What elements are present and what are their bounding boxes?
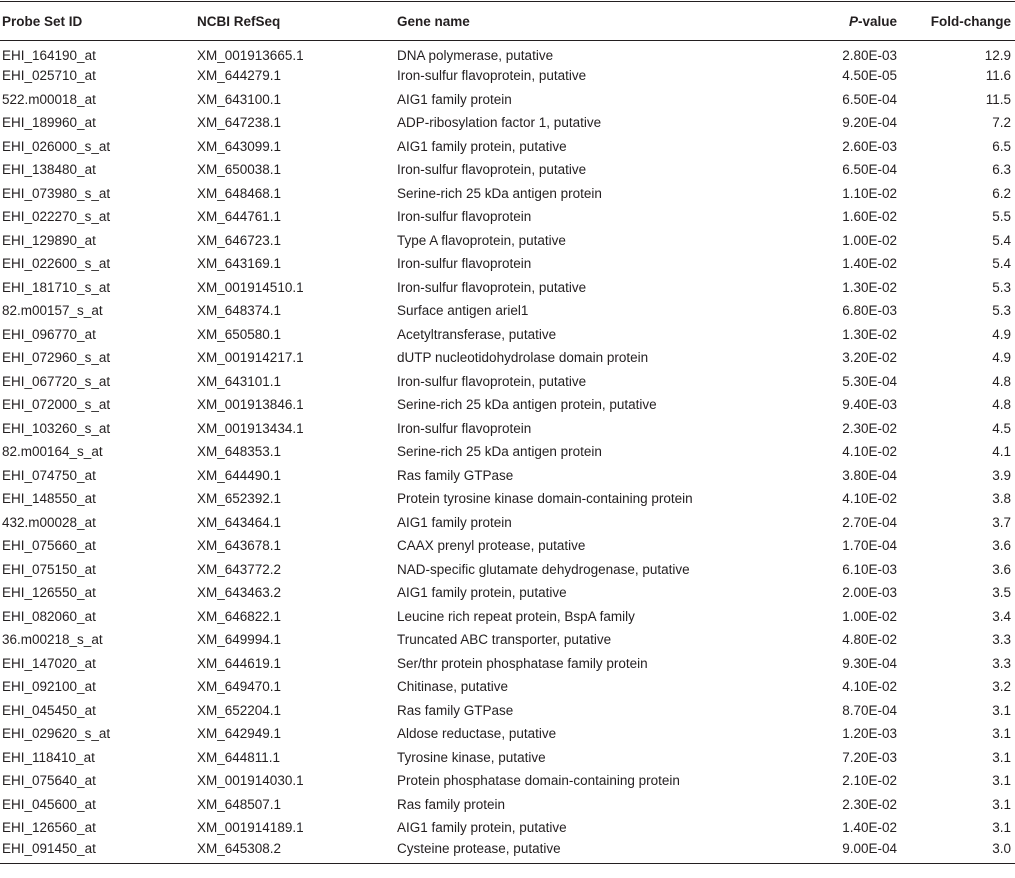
cell-ncbi-refseq: XM_648468.1: [197, 185, 282, 201]
cell-gene-name: Aldose reductase, putative: [397, 726, 557, 742]
cell-ncbi-refseq: XM_001914030.1: [197, 773, 304, 789]
cell-fold-change: 3.3: [992, 655, 1011, 671]
cell-fold-change: 3.1: [992, 749, 1011, 765]
cell-probe-set-id: EHI_138480_at: [2, 162, 96, 178]
cell-ncbi-refseq: XM_643101.1: [197, 373, 282, 389]
cell-p-value: 2.30E-02: [842, 420, 897, 436]
cell-probe-set-id: 36.m00218_s_at: [2, 632, 103, 648]
cell-fold-change: 5.3: [992, 279, 1011, 295]
cell-gene-name: Serine-rich 25 kDa antigen protein, putative: [397, 397, 657, 413]
cell-ncbi-refseq: XM_001913665.1: [197, 48, 304, 63]
cell-ncbi-refseq: XM_001914510.1: [197, 279, 304, 295]
cell-gene-name: AIG1 family protein, putative: [397, 820, 567, 836]
cell-gene-name: Tyrosine kinase, putative: [397, 749, 546, 765]
cell-p-value: 4.10E-02: [842, 491, 897, 507]
cell-probe-set-id: EHI_118410_at: [2, 749, 95, 765]
cell-gene-name: Iron-sulfur flavoprotein, putative: [397, 162, 587, 178]
cell-fold-change: 6.5: [992, 138, 1011, 154]
cell-fold-change: 3.5: [992, 585, 1011, 601]
cell-gene-name: Protein phosphatase domain-containing protein: [397, 773, 680, 789]
cell-gene-name: AIG1 family protein: [397, 91, 512, 107]
cell-fold-change: 5.4: [992, 232, 1011, 248]
cell-probe-set-id: EHI_103260_s_at: [2, 420, 111, 436]
cell-probe-set-id: EHI_026000_s_at: [2, 138, 111, 154]
cell-ncbi-refseq: XM_649994.1: [197, 632, 282, 648]
cell-ncbi-refseq: XM_643099.1: [197, 138, 282, 154]
table-row: [0, 252, 1015, 276]
cell-p-value: 6.50E-04: [842, 91, 897, 107]
cell-p-value: 6.10E-03: [842, 561, 897, 577]
cell-ncbi-refseq: XM_646822.1: [197, 608, 282, 624]
cell-ncbi-refseq: XM_650038.1: [197, 162, 282, 178]
cell-p-value: 6.80E-03: [842, 303, 897, 319]
cell-p-value: 1.20E-03: [842, 726, 897, 742]
cell-p-value: 1.00E-02: [842, 232, 897, 248]
cell-fold-change: 3.1: [992, 820, 1011, 836]
cell-fold-change: 4.1: [992, 444, 1011, 460]
cell-gene-name: ADP-ribosylation factor 1, putative: [397, 115, 602, 131]
cell-p-value: 1.40E-02: [842, 256, 897, 272]
cell-gene-name: Ras family GTPase: [397, 467, 514, 483]
cell-fold-change: 3.6: [992, 561, 1011, 577]
cell-gene-name: AIG1 family protein: [397, 514, 512, 530]
cell-probe-set-id: EHI_075660_at: [2, 538, 96, 554]
table-row: [0, 722, 1015, 746]
cell-p-value: 9.30E-04: [842, 655, 897, 671]
cell-ncbi-refseq: XM_643772.2: [197, 561, 282, 577]
cell-probe-set-id: EHI_022270_s_at: [2, 209, 111, 225]
cell-p-value: 2.30E-02: [842, 796, 897, 812]
cell-p-value: 4.50E-05: [842, 68, 897, 84]
cell-ncbi-refseq: XM_642949.1: [197, 726, 282, 742]
table-header: [0, 2, 1015, 41]
cell-gene-name: Iron-sulfur flavoprotein: [397, 256, 532, 272]
cell-fold-change: 3.1: [992, 702, 1011, 718]
cell-p-value: 1.10E-02: [842, 185, 897, 201]
cell-ncbi-refseq: XM_643463.2: [197, 585, 282, 601]
header-gene-name: Gene name: [397, 13, 470, 29]
table-row: [0, 417, 1015, 441]
cell-ncbi-refseq: XM_649470.1: [197, 679, 282, 695]
table-row: [0, 346, 1015, 370]
cell-ncbi-refseq: XM_643169.1: [197, 256, 282, 272]
cell-ncbi-refseq: XM_643100.1: [197, 91, 282, 107]
cell-gene-name: Cysteine protease, putative: [397, 840, 561, 856]
cell-p-value: 4.80E-02: [842, 632, 897, 648]
table-row: [0, 675, 1015, 699]
table-row: [0, 746, 1015, 770]
cell-gene-name: AIG1 family protein, putative: [397, 585, 567, 601]
cell-probe-set-id: EHI_129890_at: [2, 232, 96, 248]
gene-expression-table: [0, 1, 1015, 864]
table-row: [0, 158, 1015, 182]
cell-probe-set-id: EHI_074750_at: [2, 467, 96, 483]
cell-ncbi-refseq: XM_648507.1: [197, 796, 282, 812]
cell-p-value: 1.40E-02: [842, 820, 897, 836]
cell-p-value: 1.00E-02: [842, 608, 897, 624]
cell-fold-change: 4.5: [992, 420, 1011, 436]
cell-gene-name: Iron-sulfur flavoprotein: [397, 209, 532, 225]
table-row: [0, 652, 1015, 676]
table-row: [0, 581, 1015, 605]
cell-p-value: 6.50E-04: [842, 162, 897, 178]
cell-ncbi-refseq: XM_644619.1: [197, 655, 282, 671]
table-row: [0, 323, 1015, 347]
cell-gene-name: Acetyltransferase, putative: [397, 326, 557, 342]
header-p-value: [765, 2, 905, 41]
cell-ncbi-refseq: XM_650580.1: [197, 326, 282, 342]
header-p-value-suffix: -value: [857, 13, 897, 29]
cell-probe-set-id: EHI_072000_s_at: [2, 397, 111, 413]
cell-fold-change: 12.9: [984, 48, 1011, 63]
cell-gene-name: Chitinase, putative: [397, 679, 509, 695]
cell-probe-set-id: EHI_082060_at: [2, 608, 96, 624]
cell-gene-name: Ras family protein: [397, 796, 506, 812]
cell-ncbi-refseq: XM_648353.1: [197, 444, 282, 460]
cell-fold-change: 3.9: [992, 467, 1011, 483]
cell-ncbi-refseq: XM_652204.1: [197, 702, 282, 718]
table-row: [0, 393, 1015, 417]
cell-p-value: 2.10E-02: [842, 773, 897, 789]
cell-gene-name: dUTP nucleotidohydrolase domain protein: [397, 350, 649, 366]
cell-gene-name: Ras family GTPase: [397, 702, 514, 718]
cell-ncbi-refseq: XM_001913846.1: [197, 397, 304, 413]
table-row: [0, 816, 1015, 840]
cell-gene-name: DNA polymerase, putative: [397, 48, 554, 63]
cell-ncbi-refseq: XM_648374.1: [197, 303, 282, 319]
cell-gene-name: Truncated ABC transporter, putative: [397, 632, 612, 648]
cell-p-value: 2.60E-03: [842, 138, 897, 154]
table-row: [0, 182, 1015, 206]
cell-ncbi-refseq: XM_001913434.1: [197, 420, 304, 436]
cell-gene-name: Protein tyrosine kinase domain-containing protein: [397, 491, 693, 507]
table-row: [0, 229, 1015, 253]
cell-p-value: 1.30E-02: [842, 326, 897, 342]
header-p-value-italic: P: [848, 13, 858, 29]
table-row: [0, 840, 1015, 864]
cell-fold-change: 3.6: [992, 538, 1011, 554]
cell-fold-change: 3.8: [992, 491, 1011, 507]
cell-p-value: 3.80E-04: [842, 467, 897, 483]
cell-fold-change: 5.3: [992, 303, 1011, 319]
cell-p-value: 9.00E-04: [842, 840, 897, 856]
cell-probe-set-id: EHI_147020_at: [2, 655, 96, 671]
cell-probe-set-id: EHI_045450_at: [2, 702, 96, 718]
cell-p-value: 1.30E-02: [842, 279, 897, 295]
cell-p-value: 2.70E-04: [842, 514, 897, 530]
cell-ncbi-refseq: XM_001914189.1: [197, 820, 304, 836]
table-row: [0, 699, 1015, 723]
table-row: [0, 64, 1015, 88]
cell-fold-change: 3.2: [992, 679, 1011, 695]
cell-gene-name: AIG1 family protein, putative: [397, 138, 567, 154]
cell-p-value: 2.00E-03: [842, 585, 897, 601]
cell-p-value: 4.10E-02: [842, 679, 897, 695]
cell-gene-name: Iron-sulfur flavoprotein: [397, 420, 532, 436]
cell-fold-change: 4.9: [992, 326, 1011, 342]
cell-fold-change: 3.1: [992, 726, 1011, 742]
cell-fold-change: 3.1: [992, 796, 1011, 812]
cell-probe-set-id: EHI_164190_at: [2, 48, 96, 63]
header-probe-set-id: Probe Set ID: [2, 13, 83, 29]
table-row: [0, 793, 1015, 817]
cell-gene-name: Leucine rich repeat protein, BspA family: [397, 608, 635, 624]
cell-probe-set-id: EHI_045600_at: [2, 796, 96, 812]
table-row: [0, 205, 1015, 229]
cell-ncbi-refseq: XM_643678.1: [197, 538, 282, 554]
cell-probe-set-id: EHI_126560_at: [2, 820, 96, 836]
cell-fold-change: 4.8: [992, 373, 1011, 389]
cell-fold-change: 3.7: [992, 514, 1011, 530]
cell-probe-set-id: 522.m00018_at: [2, 91, 96, 107]
cell-fold-change: 7.2: [992, 115, 1011, 131]
cell-probe-set-id: EHI_025710_at: [2, 68, 96, 84]
table-body: [0, 41, 1015, 864]
cell-p-value: 9.20E-04: [842, 115, 897, 131]
cell-ncbi-refseq: XM_643464.1: [197, 514, 282, 530]
table-row: [0, 628, 1015, 652]
table-row: [0, 370, 1015, 394]
cell-probe-set-id: EHI_148550_at: [2, 491, 96, 507]
cell-ncbi-refseq: XM_644279.1: [197, 68, 282, 84]
cell-probe-set-id: EHI_072960_s_at: [2, 350, 111, 366]
cell-gene-name: Serine-rich 25 kDa antigen protein: [397, 444, 602, 460]
cell-fold-change: 11.5: [985, 91, 1011, 107]
table-row: [0, 276, 1015, 300]
table-row: [0, 299, 1015, 323]
cell-p-value: 2.80E-03: [842, 48, 897, 63]
table-row: [0, 534, 1015, 558]
cell-ncbi-refseq: XM_652392.1: [197, 491, 282, 507]
table-row: [0, 464, 1015, 488]
cell-gene-name: Ser/thr protein phosphatase family protein: [397, 655, 648, 671]
cell-p-value: 4.10E-02: [842, 444, 897, 460]
cell-ncbi-refseq: XM_647238.1: [197, 115, 282, 131]
table-row: [0, 558, 1015, 582]
cell-fold-change: 6.3: [992, 162, 1011, 178]
cell-probe-set-id: EHI_073980_s_at: [2, 185, 111, 201]
cell-gene-name: Surface antigen ariel1: [397, 303, 529, 319]
cell-probe-set-id: EHI_067720_s_at: [2, 373, 111, 389]
cell-gene-name: CAAX prenyl protease, putative: [397, 538, 586, 554]
cell-fold-change: 5.5: [992, 209, 1011, 225]
cell-gene-name: Iron-sulfur flavoprotein, putative: [397, 373, 587, 389]
table-row: [0, 88, 1015, 112]
table-row: [0, 769, 1015, 793]
cell-probe-set-id: EHI_189960_at: [2, 115, 96, 131]
cell-fold-change: 3.4: [992, 608, 1011, 624]
header-fold-change: Fold-change: [930, 13, 1011, 29]
cell-ncbi-refseq: XM_644811.1: [197, 749, 281, 765]
cell-probe-set-id: EHI_096770_at: [2, 326, 96, 342]
cell-probe-set-id: 432.m00028_at: [2, 514, 96, 530]
cell-p-value: 5.30E-04: [842, 373, 897, 389]
cell-ncbi-refseq: XM_646723.1: [197, 232, 282, 248]
cell-p-value: 7.20E-03: [842, 749, 897, 765]
cell-gene-name: NAD-specific glutamate dehydrogenase, putative: [397, 561, 690, 577]
cell-ncbi-refseq: XM_644761.1: [197, 209, 282, 225]
cell-fold-change: 4.8: [992, 397, 1011, 413]
cell-p-value: 1.60E-02: [842, 209, 897, 225]
header-row: [0, 2, 1015, 41]
cell-probe-set-id: EHI_075150_at: [2, 561, 96, 577]
table-row: [0, 135, 1015, 159]
cell-fold-change: 6.2: [992, 185, 1011, 201]
cell-ncbi-refseq: XM_001914217.1: [197, 350, 304, 366]
cell-fold-change: 3.0: [992, 840, 1011, 856]
cell-probe-set-id: EHI_091450_at: [2, 840, 96, 856]
table-row: [0, 511, 1015, 535]
cell-p-value: 8.70E-04: [842, 702, 897, 718]
table-row: [0, 440, 1015, 464]
cell-p-value: 1.70E-04: [842, 538, 897, 554]
cell-p-value: 9.40E-03: [842, 397, 897, 413]
cell-fold-change: 3.1: [992, 773, 1011, 789]
cell-probe-set-id: EHI_092100_at: [2, 679, 96, 695]
table-row: [0, 605, 1015, 629]
cell-fold-change: 11.6: [985, 68, 1011, 84]
cell-probe-set-id: EHI_181710_s_at: [2, 279, 111, 295]
cell-gene-name: Type A flavoprotein, putative: [397, 232, 566, 248]
table-row: [0, 111, 1015, 135]
cell-gene-name: Iron-sulfur flavoprotein, putative: [397, 279, 587, 295]
table-row: [0, 41, 1015, 65]
cell-probe-set-id: EHI_029620_s_at: [2, 726, 111, 742]
cell-fold-change: 4.9: [992, 350, 1011, 366]
cell-probe-set-id: 82.m00157_s_at: [2, 303, 103, 319]
cell-gene-name: Serine-rich 25 kDa antigen protein: [397, 185, 602, 201]
cell-ncbi-refseq: XM_644490.1: [197, 467, 282, 483]
header-ncbi-refseq: NCBI RefSeq: [197, 13, 281, 29]
cell-fold-change: 3.3: [992, 632, 1011, 648]
cell-probe-set-id: EHI_126550_at: [2, 585, 96, 601]
cell-gene-name: Iron-sulfur flavoprotein, putative: [397, 68, 587, 84]
cell-p-value: 3.20E-02: [842, 350, 897, 366]
cell-probe-set-id: EHI_075640_at: [2, 773, 96, 789]
cell-ncbi-refseq: XM_645308.2: [197, 840, 282, 856]
cell-probe-set-id: 82.m00164_s_at: [2, 444, 103, 460]
table-row: [0, 487, 1015, 511]
cell-probe-set-id: EHI_022600_s_at: [2, 256, 111, 272]
cell-fold-change: 5.4: [992, 256, 1011, 272]
